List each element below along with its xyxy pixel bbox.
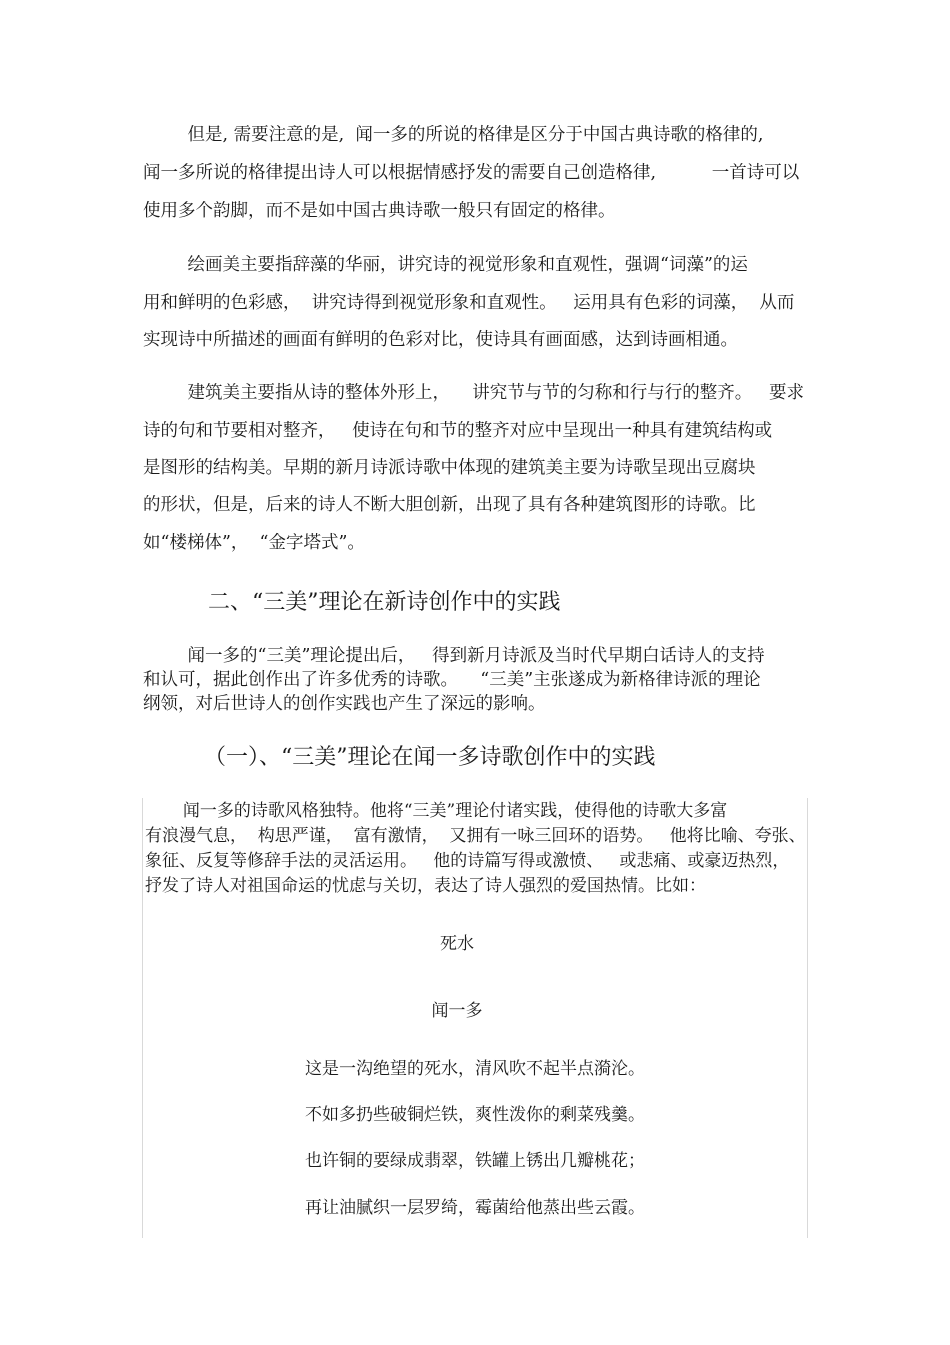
paragraph-line: 用和鲜明的色彩感， 讲究诗得到视觉形象和直观性。 运用具有色彩的词藻， 从而 [143,293,795,313]
paragraph-line: 纲领，对后世诗人的创作实践也产生了深远的影响。 [143,694,546,714]
section-heading: 二、“三美”理论在新诗创作中的实践 [208,590,561,615]
poem-author: 闻一多 [431,1001,483,1021]
paragraph-line: 实现诗中所描述的画面有鲜明的色彩对比，使诗具有画面感，达到诗画相通。 [143,330,738,350]
poem-line: 也许铜的要绿成翡翠，铁罐上锈出几瓣桃花； [305,1151,645,1171]
paragraph-line: 使用多个韵脚，而不是如中国古典诗歌一般只有固定的格律。 [143,201,616,221]
paragraph-line: 闻一多的诗歌风格独特。他将“三美”理论付诸实践，使得他的诗歌大多富 [145,801,728,821]
paragraph-line: 但是, 需要注意的是, 闻一多的所说的格律是区分于中国古典诗歌的格律的, [143,125,764,145]
paragraph-line: 诗的句和节要相对整齐， 使诗在句和节的整齐对应中呈现出一种具有建筑结构或 [143,421,773,441]
paragraph-line: 闻一多的“三美”理论提出后， 得到新月诗派及当时代早期白话诗人的支持 [143,646,765,666]
paragraph-line: 和认可，据此创作出了许多优秀的诗歌。 “三美”主张遂成为新格律诗派的理论 [143,670,761,690]
paragraph-line: 建筑美主要指从诗的整体外形上， 讲究节与节的匀称和行与行的整齐。 要求 [143,383,804,403]
paragraph-line: 象征、反复等修辞手法的灵活运用。 他的诗篇写得或激愤、 或悲痛、或豪迈热烈， [145,851,790,871]
paragraph-line: 绘画美主要指辞藻的华丽，讲究诗的视觉形象和直观性，强调“词藻”的运 [143,255,748,275]
poem-title: 死水 [440,934,474,954]
poem-line: 不如多扔些破铜烂铁，爽性泼你的剩菜残羹。 [305,1105,645,1125]
paragraph-line: 抒发了诗人对祖国命运的忧虑与关切，表达了诗人强烈的爱国热情。比如： [145,876,706,896]
paragraph-line: 闻一多所说的格律提出诗人可以根据情感抒发的需要自己创造格律, 一首诗可以 [143,163,800,183]
paragraph-line: 如“楼梯体”， “金字塔式”。 [143,533,365,553]
subsection-heading: （一）、“三美”理论在闻一多诗歌创作中的实践 [204,745,656,770]
paragraph-line: 是图形的结构美。早期的新月诗派诗歌中体现的建筑美主要为诗歌呈现出豆腐块 [143,458,756,478]
poem-line: 再让油腻织一层罗绮，霉菌给他蒸出些云霞。 [305,1198,645,1218]
paragraph-line: 的形状，但是，后来的诗人不断大胆创新，出现了具有各种建筑图形的诗歌。比 [143,495,756,515]
paragraph-line: 有浪漫气息， 构思严谨， 富有激情， 又拥有一咏三回环的语势。 他将比喻、夸张、 [145,826,806,846]
poem-line: 这是一沟绝望的死水，清风吹不起半点漪沦。 [305,1059,645,1079]
